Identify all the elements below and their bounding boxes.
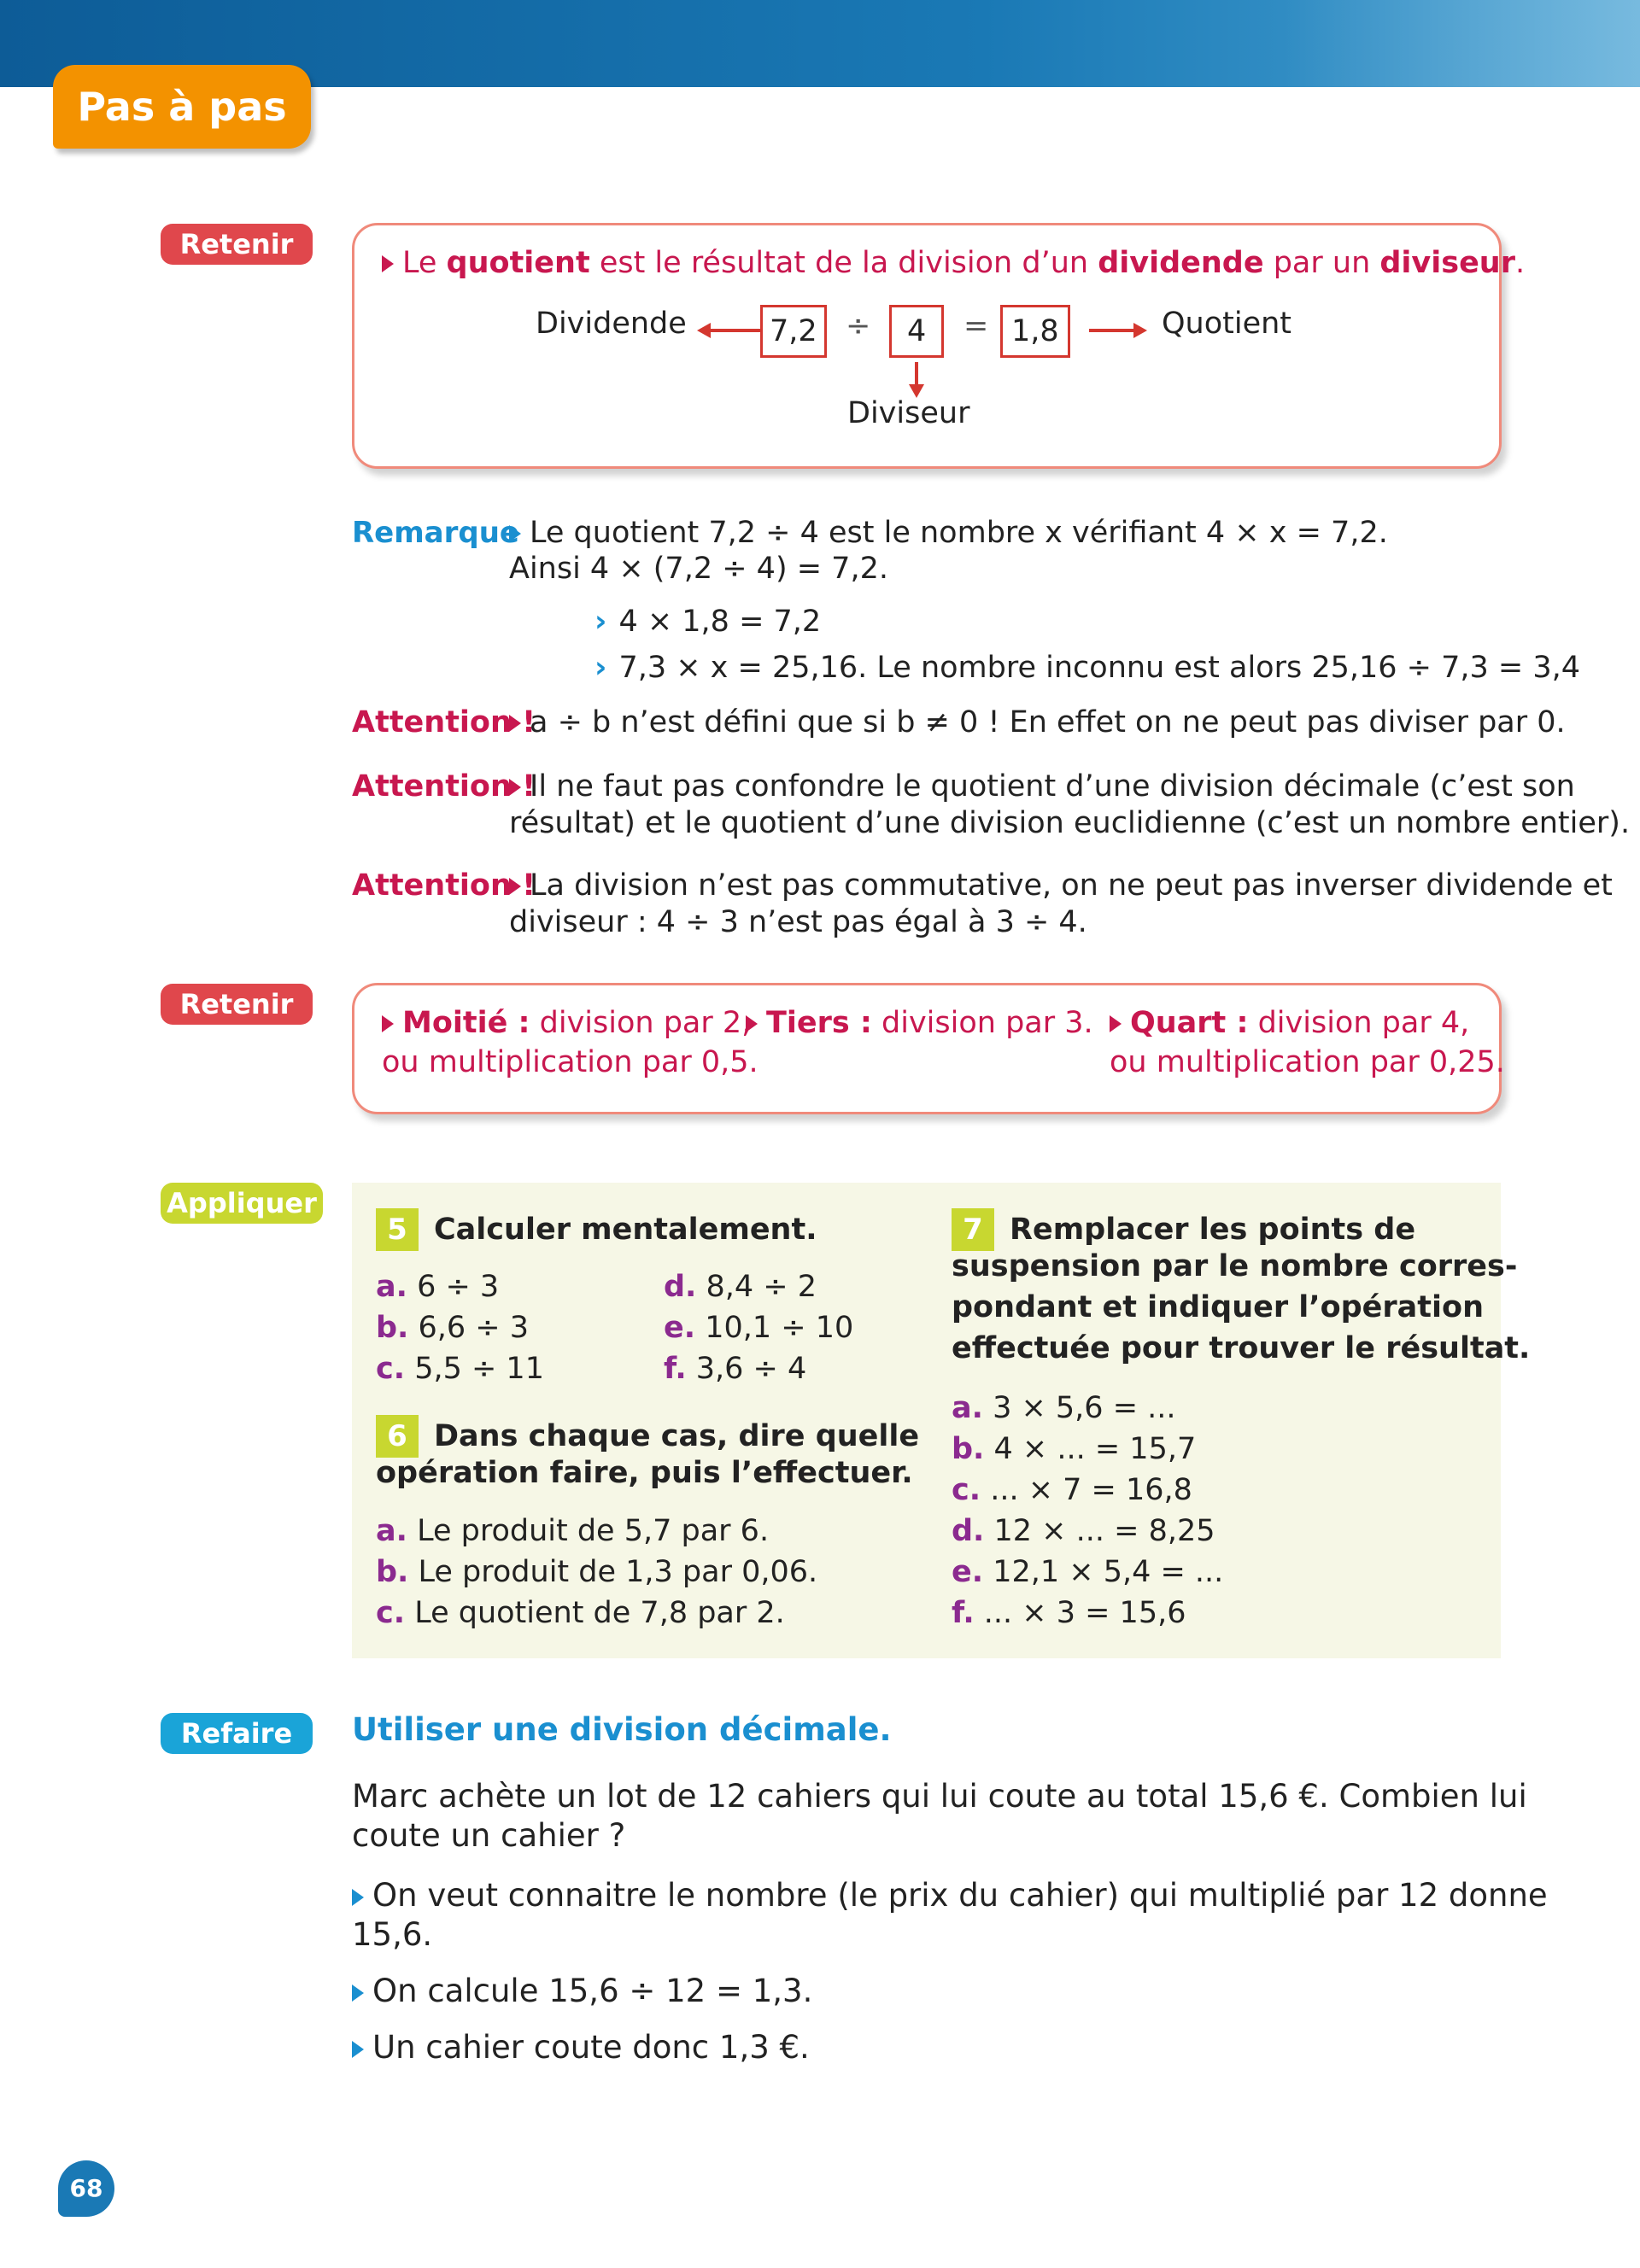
exercise-7-title-3: pondant et indiquer l’opération xyxy=(952,1290,1484,1324)
attention-3-line-1: La division n’est pas commutative, on ne peut pas inverser dividende et xyxy=(509,868,1613,903)
exercise-7-title: 7 Remplacer les points de xyxy=(952,1208,1415,1251)
bullet-icon xyxy=(352,1984,364,2002)
problem-line-1: Marc achète un lot de 12 cahiers qui lui coute au total 15,6 €. Combien lui xyxy=(352,1778,1527,1815)
quotient-box: 1,8 xyxy=(1000,305,1070,358)
dividend-label: Dividende xyxy=(536,307,687,341)
ex7-item-e: e. 12,1 × 5,4 = ... xyxy=(952,1555,1224,1589)
ex5-item-a: a. 6 ÷ 3 xyxy=(376,1270,500,1304)
remarque-label: Remarque xyxy=(352,516,519,550)
exercise-7-title-2: suspension par le nombre corres- xyxy=(952,1249,1518,1283)
equals-sign: = xyxy=(964,309,989,343)
ex6-item-b: b. Le produit de 1,3 par 0,06. xyxy=(376,1555,818,1589)
exercise-5-title: 5 Calculer mentalement. xyxy=(376,1208,817,1251)
refaire-title: Utiliser une division décimale. xyxy=(352,1711,892,1748)
arrow-to-divisor-icon xyxy=(915,362,918,386)
solution-step-1: On veut connaitre le nombre (le prix du cahier) qui multiplié par 12 donne xyxy=(352,1877,1548,1914)
exercise-7-title-4: effectuée pour trouver le résultat. xyxy=(952,1331,1531,1365)
divisor-label: Diviseur xyxy=(847,396,970,430)
ex5-item-b: b. 6,6 ÷ 3 xyxy=(376,1311,530,1345)
attention-2-line-1: Il ne faut pas confondre le quotient d’une division décimale (c’est son xyxy=(509,769,1575,804)
moitie-line-2: ou multiplication par 0,5. xyxy=(382,1045,758,1079)
attention-2-line-2: résultat) et le quotient d’une division euclidienne (c’est un nombre entier). xyxy=(509,806,1631,840)
chevron-right-icon: › xyxy=(594,605,607,639)
attention-label-1: Attention ! xyxy=(352,705,536,739)
exercise-6-title-2: opération faire, puis l’effectuer. xyxy=(376,1456,913,1490)
problem-line-2: coute un cahier ? xyxy=(352,1817,626,1854)
solution-step-3: Un cahier coute donc 1,3 €. xyxy=(352,2029,810,2066)
ex7-item-f: f. ... × 3 = 15,6 xyxy=(952,1596,1186,1630)
remarque-sub-2: › 7,3 × x = 25,16. Le nombre inconnu est alors 25,16 ÷ 7,3 = 3,4 xyxy=(594,651,1581,685)
ex7-item-b: b. 4 × ... = 15,7 xyxy=(952,1432,1197,1466)
retenir-label: Retenir xyxy=(161,224,313,265)
quotient-definition: Le quotient est le résultat de la division d’un dividende par un diviseur. xyxy=(382,246,1525,280)
remarque-line-1: Le quotient 7,2 ÷ 4 est le nombre x vérifiant 4 × x = 7,2. xyxy=(509,516,1388,550)
retenir-box-quotient xyxy=(352,223,1526,469)
division-sign: ÷ xyxy=(846,309,871,343)
exercise-number: 7 xyxy=(952,1208,994,1251)
arrowhead-left-icon xyxy=(697,323,711,338)
quotient-label: Quotient xyxy=(1162,307,1292,341)
bullet-icon xyxy=(382,1015,394,1032)
tiers-line-1: Tiers : division par 3. xyxy=(746,1006,1093,1040)
remarque-line-2: Ainsi 4 × (7,2 ÷ 4) = 7,2. xyxy=(509,552,888,586)
dividend-box: 7,2 xyxy=(760,305,827,358)
exercise-number: 5 xyxy=(376,1208,419,1251)
ex7-item-c: c. ... × 7 = 16,8 xyxy=(952,1473,1192,1507)
ex5-item-f: f. 3,6 ÷ 4 xyxy=(664,1352,807,1386)
remarque-sub-1: › 4 × 1,8 = 7,2 xyxy=(594,605,822,639)
quart-line-2: ou multiplication par 0,25. xyxy=(1110,1045,1505,1079)
ex5-item-c: c. 5,5 ÷ 11 xyxy=(376,1352,544,1386)
attention-label-2: Attention ! xyxy=(352,769,536,804)
bullet-icon xyxy=(509,715,521,732)
moitie-line-1: Moitié : division par 2, xyxy=(382,1006,751,1040)
bullet-icon xyxy=(509,878,521,895)
ex6-item-a: a. Le produit de 5,7 par 6. xyxy=(376,1514,770,1548)
ex7-item-a: a. 3 × 5,6 = ... xyxy=(952,1391,1176,1425)
solution-step-1-cont: 15,6. xyxy=(352,1916,433,1953)
exercise-number: 6 xyxy=(376,1415,419,1458)
chevron-right-icon: › xyxy=(594,651,607,685)
bullet-icon xyxy=(509,779,521,796)
bullet-icon xyxy=(352,1889,364,1906)
quart-line-1: Quart : division par 4, xyxy=(1110,1006,1469,1040)
bullet-icon xyxy=(746,1015,758,1032)
bullet-icon xyxy=(509,525,521,542)
exercise-6-title: 6 Dans chaque cas, dire quelle xyxy=(376,1415,919,1458)
attention-label-3: Attention ! xyxy=(352,868,536,903)
section-tab: Pas à pas xyxy=(53,65,311,149)
bullet-icon xyxy=(1110,1015,1122,1032)
exercises-panel xyxy=(352,1183,1531,1658)
ex6-item-c: c. Le quotient de 7,8 par 2. xyxy=(376,1596,785,1630)
arrow-to-quotient-icon xyxy=(1089,329,1135,332)
page-number: 68 xyxy=(58,2160,114,2217)
ex5-item-e: e. 10,1 ÷ 10 xyxy=(664,1311,854,1345)
retenir-box-fractions xyxy=(352,983,1505,1114)
solution-step-2: On calcule 15,6 ÷ 12 = 1,3. xyxy=(352,1973,812,2009)
bullet-icon xyxy=(382,255,394,272)
divisor-box: 4 xyxy=(889,305,944,358)
ex5-item-d: d. 8,4 ÷ 2 xyxy=(664,1270,817,1304)
attention-3-line-2: diviseur : 4 ÷ 3 n’est pas égal à 3 ÷ 4. xyxy=(509,905,1087,939)
bullet-icon xyxy=(352,2041,364,2058)
ex7-item-d: d. 12 × ... = 8,25 xyxy=(952,1514,1215,1548)
retenir-label-2: Retenir xyxy=(161,984,313,1025)
appliquer-label: Appliquer xyxy=(161,1183,323,1224)
arrowhead-right-icon xyxy=(1133,323,1147,338)
attention-1-line-1: a ÷ b n’est défini que si b ≠ 0 ! En effet on ne peut pas diviser par 0. xyxy=(509,705,1566,739)
refaire-label: Refaire xyxy=(161,1713,313,1754)
